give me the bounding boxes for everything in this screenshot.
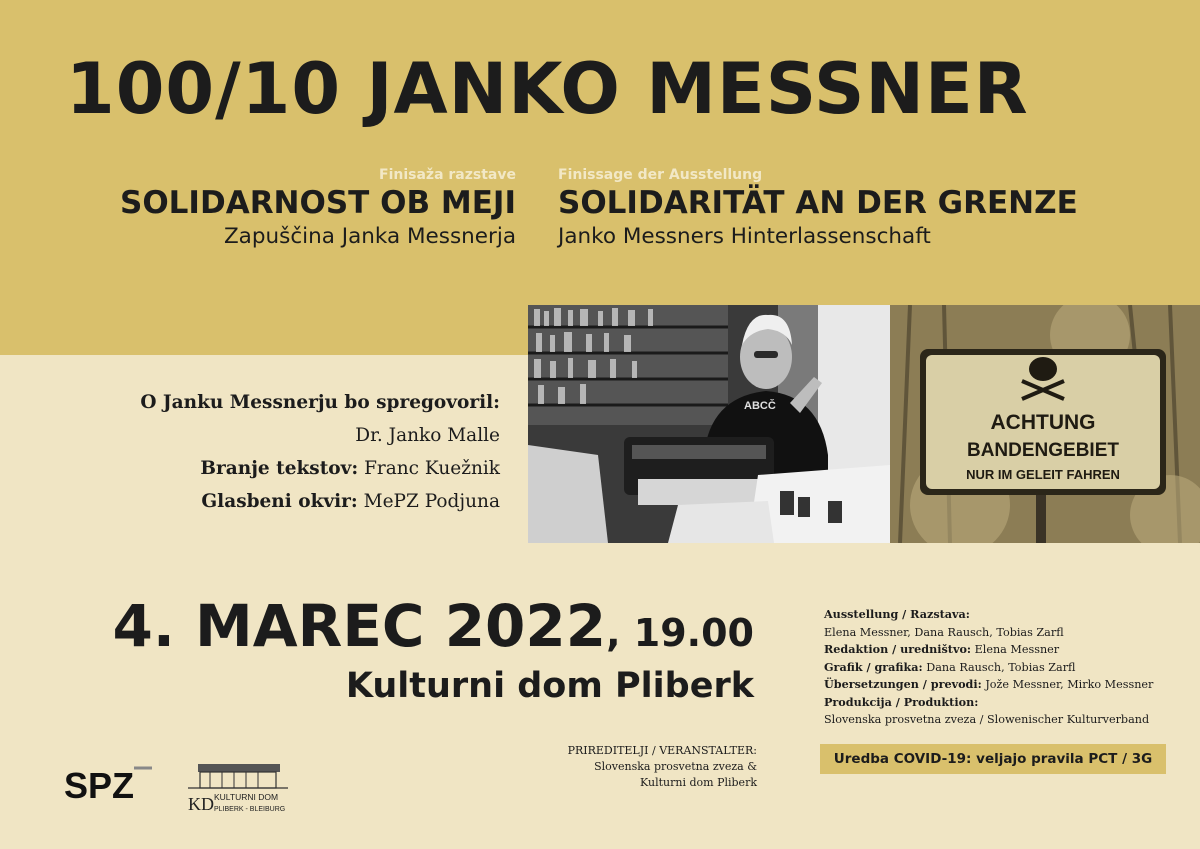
messner-photo-illustration xyxy=(528,305,890,543)
credit-production-names: Slovenska prosvetna zveza / Slowenischer Kulturverband xyxy=(824,713,1150,726)
event-date: 4. MAREC 2022 xyxy=(112,592,607,660)
kulturni-dom-logo xyxy=(186,758,290,816)
music-name: MePZ Podjuna xyxy=(363,491,500,512)
credits-block xyxy=(824,606,1153,729)
credit-translation-label: Übersetzungen / prevodi: xyxy=(824,677,982,691)
credit-translation-names: Jože Messner, Mirko Messner xyxy=(985,678,1154,691)
warning-sign-photo xyxy=(890,305,1200,543)
german-kicker: Finissage der Ausstellung xyxy=(558,167,763,183)
slovene-kicker: Finisaža razstave xyxy=(379,167,516,183)
covid-notice: Uredba COVID-19: veljajo pravila PCT / 3G xyxy=(820,744,1166,774)
credit-editing-label: Redaktion / uredništvo: xyxy=(824,642,972,656)
credit-exhibition-label: Ausstellung / Razstava: xyxy=(824,607,970,621)
spz-logo-text: SPZ xyxy=(64,765,135,804)
kd-name: KULTURNI DOM xyxy=(214,792,279,802)
kd-initials: KD xyxy=(188,794,214,814)
organizers-block xyxy=(568,743,757,791)
german-heading: SOLIDARITÄT AN DER GRENZE xyxy=(558,185,1078,221)
credit-graphic-label: Grafik / grafika: xyxy=(824,659,923,674)
reading-label: Branje tekstov: xyxy=(200,458,359,479)
music-label: Glasbeni okvir: xyxy=(201,491,358,512)
slovene-subtitle: Zapuščina Janka Messnerja xyxy=(223,224,516,249)
credit-editing-names: Elena Messner xyxy=(974,643,1060,656)
program-block xyxy=(140,386,500,518)
warning-sign-illustration xyxy=(890,305,1200,543)
slovene-heading: SOLIDARNOST OB MEJI xyxy=(120,185,516,221)
speaker-label: O Janku Messnerju bo spregovoril: xyxy=(140,392,500,413)
sign-line-3: NUR IM GELEIT FAHREN xyxy=(966,467,1120,482)
german-subtitle: Janko Messners Hinterlassenschaft xyxy=(558,224,931,249)
event-venue: Kulturni dom Pliberk xyxy=(345,666,754,706)
speaker-name: Dr. Janko Malle xyxy=(355,425,500,446)
event-time: , 19.00 xyxy=(606,611,754,655)
organizers-line-2: Kulturni dom Pliberk xyxy=(640,776,757,789)
event-date-line xyxy=(112,592,754,660)
german-exhibition-block xyxy=(558,166,1078,252)
kd-place: PLIBERK - BLEIBURG xyxy=(214,806,286,813)
organizers-label: PRIREDITELJI / VERANSTALTER: xyxy=(567,744,757,757)
reading-name: Franc Kuežnik xyxy=(364,458,500,479)
sign-line-1: ACHTUNG xyxy=(990,411,1096,434)
messner-photo xyxy=(528,305,890,543)
slovene-exhibition-block xyxy=(120,166,516,252)
credit-graphic-names: Dana Rausch, Tobias Zarfl xyxy=(926,660,1076,674)
main-title: 100/10 JANKO MESSNER xyxy=(66,48,1029,130)
spz-logo xyxy=(64,762,154,804)
shirt-text: ABCČ xyxy=(744,400,776,412)
organizers-line-1: Slovenska prosvetna zveza & xyxy=(594,760,757,773)
credit-production-label: Produkcija / Produktion: xyxy=(824,694,979,709)
credit-exhibition-names: Elena Messner, Dana Rausch, Tobias Zarfl xyxy=(824,625,1064,639)
sign-line-2: BANDENGEBIET xyxy=(966,440,1120,461)
